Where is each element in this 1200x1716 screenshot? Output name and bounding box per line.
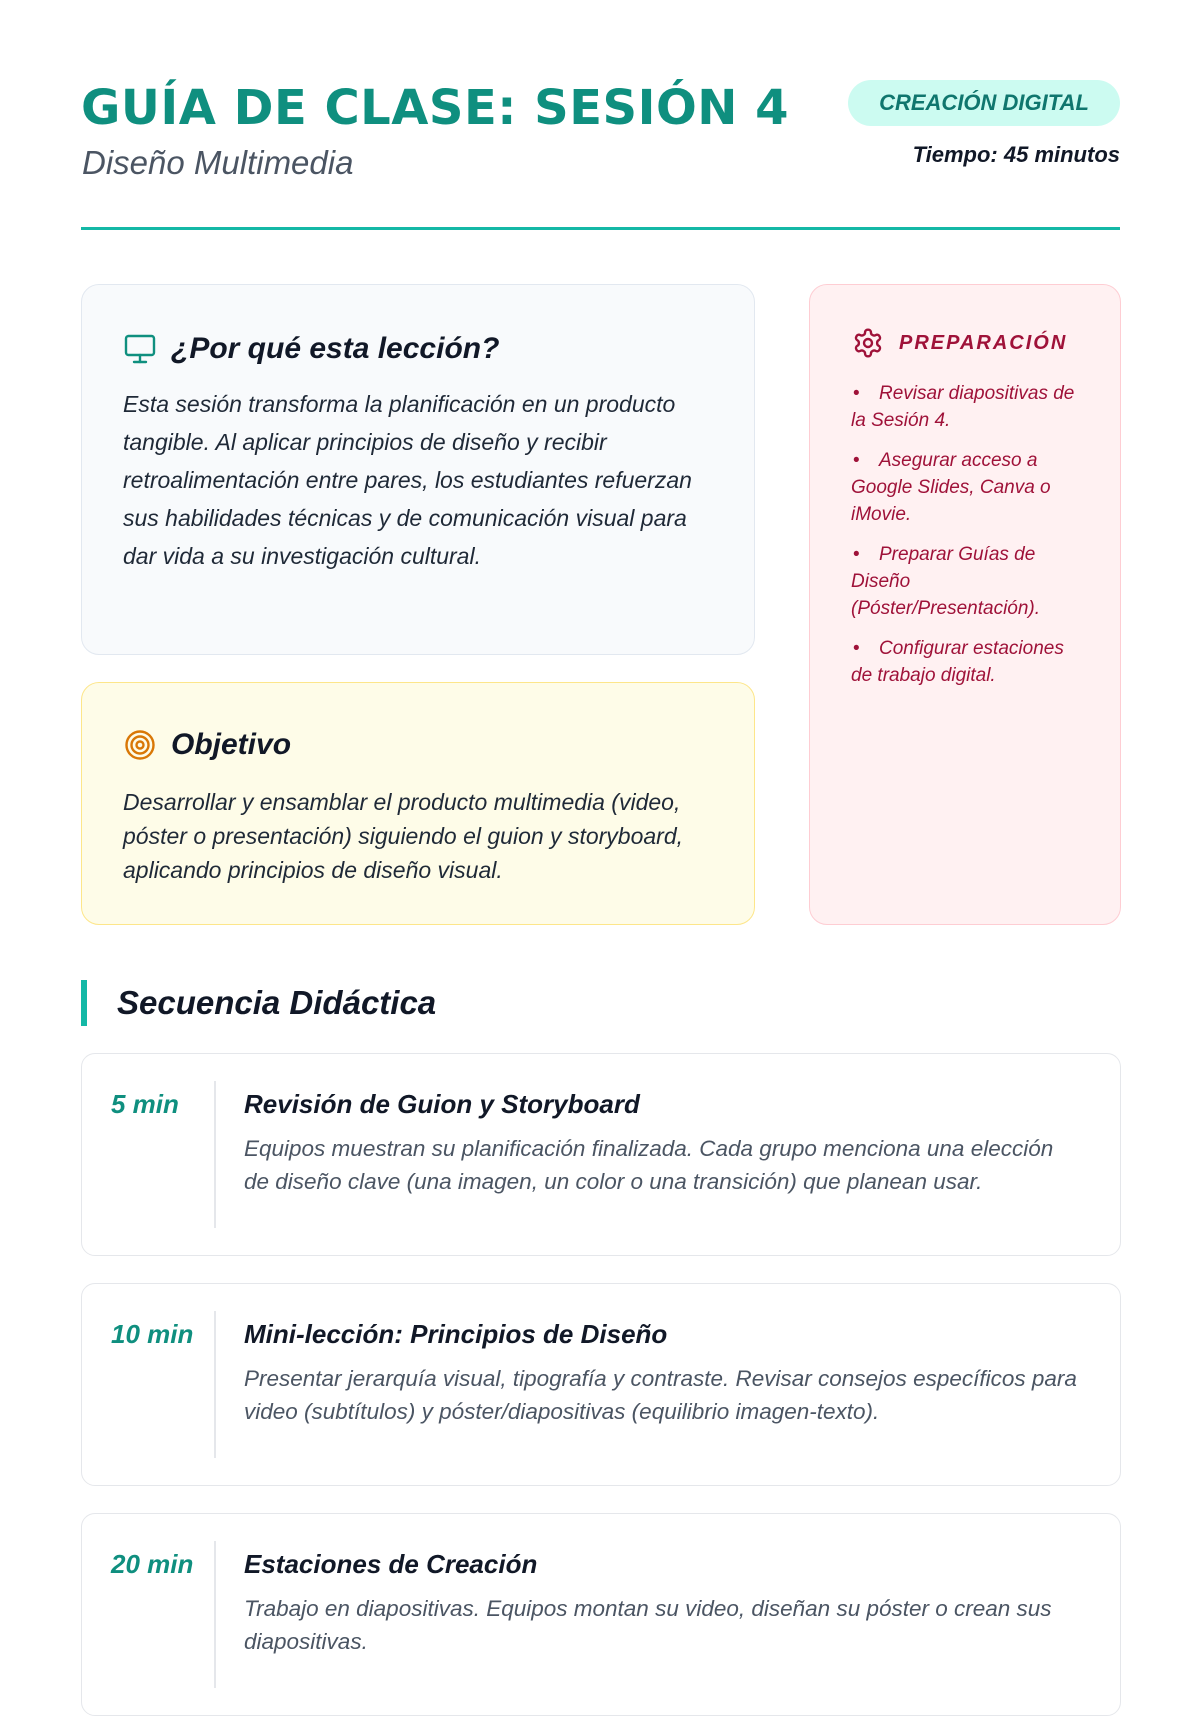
sequence-step xyxy=(81,1053,1121,1256)
preparation-card-title: PREPARACIÓN xyxy=(899,331,1068,354)
why-card-text: Esta sesión transforma la planificación en un producto tangible. Al aplicar principios de diseño y recibir retroalimentación entre pares, los estudiantes refuerzan sus habilidades técnicas y de comunicación visual para dar vida a su investigación cultural. xyxy=(123,391,692,569)
why-card-header xyxy=(123,332,499,366)
preparation-card-header xyxy=(851,326,1067,360)
why-card xyxy=(81,284,755,655)
step-title: Revisión de Guion y Storyboard xyxy=(244,1089,640,1119)
preparation-item: • Configurar estaciones de trabajo digital. xyxy=(851,635,1083,689)
step-title: Mini-lección: Principios de Diseño xyxy=(244,1319,668,1349)
step-duration: 10 min xyxy=(111,1319,194,1349)
session-duration: Tiempo: 45 minutos xyxy=(912,142,1120,167)
objective-card-header xyxy=(123,728,291,762)
monitor-icon xyxy=(123,332,157,366)
objective-card-text: Desarrollar y ensamblar el producto multimedia (video, póster o presentación) siguiendo el guion y storyboard, aplicando principios de diseño visual. xyxy=(123,789,684,883)
preparation-item: • Revisar diapositivas de la Sesión 4. xyxy=(851,380,1083,434)
step-divider xyxy=(214,1081,216,1228)
step-duration: 5 min xyxy=(111,1089,179,1119)
preparation-card xyxy=(809,284,1121,925)
preparation-item: • Asegurar acceso a Google Slides, Canva o iMovie. xyxy=(851,447,1083,528)
preparation-list xyxy=(851,380,1083,702)
sequence-step xyxy=(81,1513,1121,1716)
page-subtitle: Diseño Multimedia xyxy=(82,144,354,181)
step-description: Trabajo en diapositivas. Equipos montan su video, diseñan su póster o crean sus diapositivas. xyxy=(244,1596,1052,1654)
sequence-step xyxy=(81,1283,1121,1486)
step-title: Estaciones de Creación xyxy=(244,1549,538,1579)
preparation-item: • Preparar Guías de Diseño (Póster/Presentación). xyxy=(851,541,1083,622)
sequence-section-title: Secuencia Didáctica xyxy=(81,980,436,1026)
objective-card-title: Objetivo xyxy=(171,728,292,761)
step-description: Equipos muestran su planificación finalizada. Cada grupo menciona una elección de diseño clave (una imagen, un color o una transición) que planean usar. xyxy=(244,1136,1054,1194)
page-title: GUÍA DE CLASE: SESIÓN 4 xyxy=(81,80,790,136)
page-header xyxy=(81,78,1120,230)
gear-icon xyxy=(851,326,885,360)
step-divider xyxy=(214,1311,216,1458)
step-divider xyxy=(214,1541,216,1688)
objective-card xyxy=(81,682,755,925)
category-badge: CREACIÓN DIGITAL xyxy=(848,80,1120,126)
step-description: Presentar jerarquía visual, tipografía y contraste. Revisar consejos específicos para video (subtítulos) y póster/diapositivas (equilibrio imagen-texto). xyxy=(244,1366,1077,1424)
target-icon xyxy=(123,728,157,762)
step-duration: 20 min xyxy=(111,1549,194,1579)
why-card-title: ¿Por qué esta lección? xyxy=(171,332,500,365)
